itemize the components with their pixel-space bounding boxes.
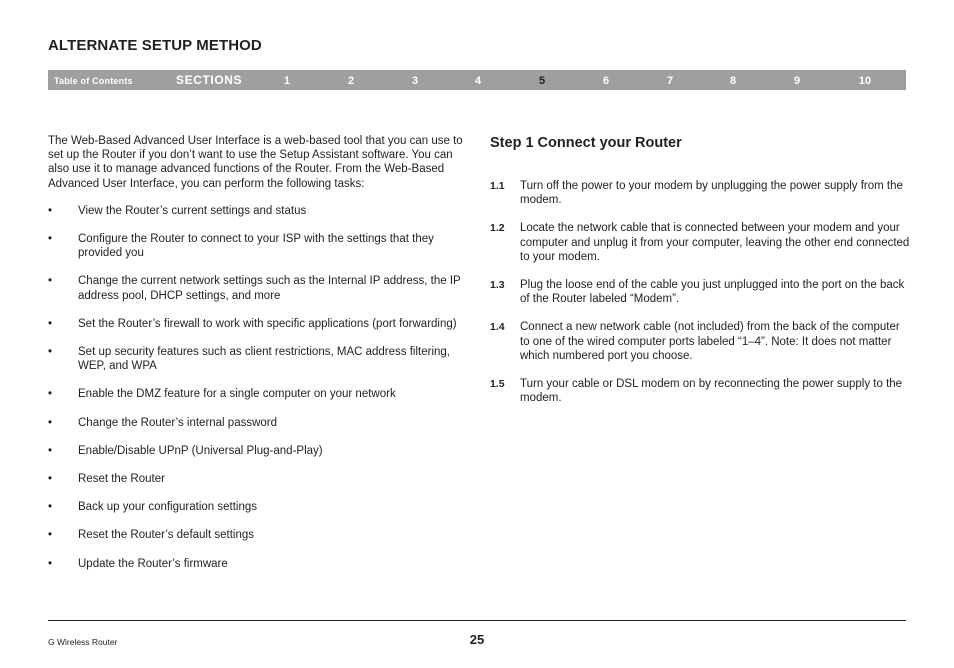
bullet: • [48,317,53,330]
step-number: 1.5 [490,378,505,391]
section-link-9[interactable]: 9 [793,75,801,87]
bullet: • [48,388,53,401]
step-item [490,278,910,306]
bullet: • [48,346,53,359]
list-item [48,500,468,514]
section-link-6[interactable]: 6 [602,75,610,87]
list-item [48,444,468,458]
list-item-text: Set the Router’s firewall to work with specific applications (port forwarding) [78,317,457,330]
list-item [48,274,468,302]
right-column [490,134,910,419]
step-item [490,179,910,207]
footer-product-name: G Wireless Router [48,637,118,647]
section-link-7[interactable]: 7 [666,75,674,87]
list-item-text: Enable the DMZ feature for a single computer on your network [78,388,396,401]
section-link-8[interactable]: 8 [729,75,737,87]
sections-label: SECTIONS [176,73,243,87]
step-text: Turn your cable or DSL modem on by reconnecting the power supply to the modem. [520,378,903,405]
footer-divider [48,620,906,621]
step-number: 1.3 [490,279,505,292]
list-item [48,416,468,430]
bullet: • [48,473,53,486]
bullet: • [48,416,53,429]
step-text: Locate the network cable that is connected between your modem and your computer and unplug it from your computer, leaving the other end connected to your modem. [520,222,910,263]
bullet: • [48,501,53,514]
step-heading: Step 1 Connect your Router [490,135,682,151]
list-item-text: Reset the Router [78,473,165,486]
step-number: 1.2 [490,222,505,235]
left-column [48,134,468,585]
section-link-1[interactable]: 1 [283,75,291,87]
list-item [48,317,468,331]
step-number: 1.1 [490,180,505,192]
list-item [48,204,468,218]
list-item [48,528,468,542]
step-text: Connect a new network cable (not included) from the back of the computer to one of the wired computer ports labeled “1–4”. Note: It does not matter which numbered port you choose. [520,321,900,362]
list-item [48,345,468,373]
list-item-text: Back up your configuration settings [78,501,257,514]
list-item [48,232,468,260]
step-list [490,179,910,405]
list-item-text: Configure the Router to connect to your ISP with the settings that they provided you [78,233,434,260]
step-item [490,221,910,264]
task-list [48,204,468,571]
list-item [48,387,468,401]
list-item-text: View the Router’s current settings and status [78,204,307,217]
step-item [490,320,910,363]
table-of-contents-link[interactable]: Table of Contents [54,76,133,86]
page-title: ALTERNATE SETUP METHOD [48,37,262,54]
list-item-text: Change the current network settings such as the Internal IP address, the IP address pool, DHCP settings, and more [78,275,461,302]
list-item [48,472,468,486]
bullet: • [48,233,53,246]
section-link-5[interactable]: 5 [538,75,546,87]
list-item-text: Set up security features such as client restrictions, MAC address filtering, WEP, and WPA [78,346,450,373]
step-text: Turn off the power to your modem by unplugging the power supply from the modem. [520,180,903,207]
list-item-text: Enable/Disable UPnP (Universal Plug-and-Play) [78,444,323,457]
section-link-3[interactable]: 3 [411,75,419,87]
list-item-text: Reset the Router’s default settings [78,529,255,542]
step-text: Plug the loose end of the cable you just unplugged into the port on the back of the Router labeled “Modem”. [520,279,905,306]
section-nav-bar [48,70,906,90]
list-item-text: Update the Router’s firmware [78,557,228,570]
section-link-2[interactable]: 2 [347,75,355,87]
bullet: • [48,444,53,457]
bullet: • [48,557,53,570]
step-number: 1.4 [490,321,505,334]
bullet: • [48,275,53,288]
section-link-10[interactable]: 10 [858,75,872,87]
bullet: • [48,529,53,542]
intro-paragraph: The Web-Based Advanced User Interface is a web-based tool that you can use to set up the Router if you don’t want to use the Setup Assistant software. You can also use it to manage advanced functions of the Router. From the Web-Based Advanced User Interface, you can perform the following tasks: [48,135,463,190]
list-item-text: Change the Router’s internal password [78,416,278,429]
bullet: • [48,204,53,217]
list-item [48,557,468,571]
section-link-4[interactable]: 4 [474,75,482,87]
page-number: 25 [469,632,485,647]
step-item [490,377,910,405]
